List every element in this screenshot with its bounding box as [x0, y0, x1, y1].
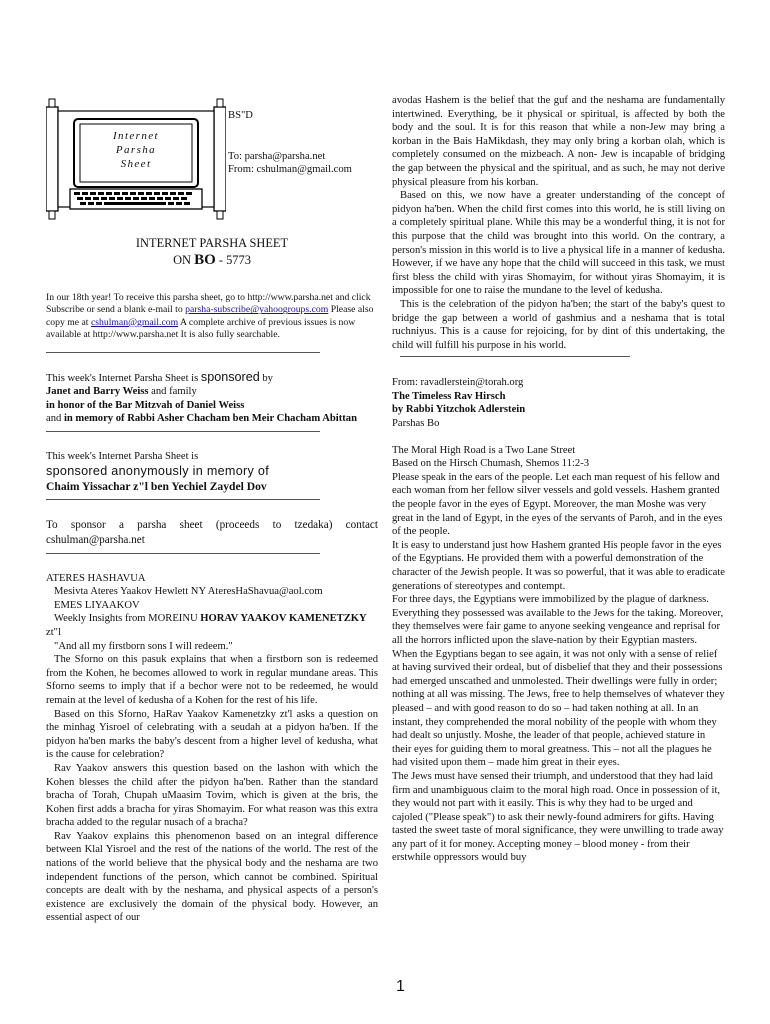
ateres-line1: Mesivta Ateres Yaakov Hewlett NY AteresHaShavua@aol.com — [54, 586, 323, 598]
logo-word-internet: Internet — [112, 130, 160, 142]
ateres-para4: Rav Yaakov explains this phenomenon based on an integral difference between Klal Yisroel and the rest of the nations of the world. The rest of the nations of the world believe that the physical body and the neshama are two independent functions of the person, which cannot be combined. Spiritual concepts are dealt with by the neshama, and physical aspects of a person's existence are exclusively the domain of the physical body. However, an essential aspect of our — [46, 830, 378, 924]
divider — [46, 352, 320, 353]
email-link[interactable]: cshulman@gmail.com — [90, 316, 179, 328]
sponsor1-honor: in honor of the Bar Mitzvah of Daniel Weiss — [46, 399, 245, 411]
divider — [400, 356, 630, 357]
sponsor1-memory: and in memory of Rabbi Asher Chacham ben Meir Chacham Abittan — [46, 413, 357, 425]
hirsch-title: The Timeless Rav Hirsch — [392, 390, 506, 402]
ateres-para2: Based on this Sforno, HaRav Yaakov Kamenetzky zt'l asks a question on the minhag Yisroel of celebrating with a seudah at a pidyon ha'ben. If the pidyon ha'ben marks the baby's descent from a higher level of kedusha, what is the cause for celebration? — [46, 708, 378, 761]
sponsor-contact: To sponsor a parsha sheet (proceeds to tzedaka) contact cshulman@parsha.net — [46, 518, 378, 546]
ateres-line3: Weekly Insights from MOREINU HORAV YAAKOV KAMENETZKY zt"l — [46, 613, 367, 638]
bsd-mark: BS"D — [228, 110, 253, 121]
sponsor2-name: Chaim Yissachar z"l ben Yechiel Zaydel Dov — [46, 479, 267, 493]
hirsch-p3: For three days, the Egyptians were immobilized by the plague of darkness. Everything they possessed was available to the Jews for the taking. Moreover, they themselves were fair game to anyone seeking vengeance and reprisal for all the horrors inflicted upon the slave-nation by their Egyptian masters. — [392, 594, 724, 646]
ateres-heading: ATERES HASHAVUA — [46, 572, 146, 584]
hirsch-p1: Please speak in the ears of the people. Let each man request of his fellow and each woman from her fellow silver vessels and gold vessels. Hashem granted the people favor in the eyes of Egypt. Moreover, the man Moshe was very great in the land of Egypt, in the eyes of the servants of Paroh, and in the eyes of the people. — [392, 471, 723, 538]
ateres-para1: The Sforno on this pasuk explains that when a firstborn son is redeemed from the Kohen, he becomes allowed to work in regular mundane areas. This Sforno seems to imply that if a bechor were not to be redeemed, he would remain at the level of kedusha of a Kohen for the rest of his life. — [46, 654, 378, 706]
from-address: From: cshulman@gmail.com — [228, 164, 352, 175]
page-number: 1 — [396, 978, 405, 995]
title-parsha-line — [46, 252, 378, 269]
hirsch-from: From: ravadlerstein@torah.org — [392, 377, 524, 389]
title-on: ON — [173, 253, 191, 267]
hirsch-p2: It is easy to understand just how Hashem granted His people favor in the eyes of the Egyptians. He provided them with a powerful demonstration of the character of the Jewish people. It was so powerful, that it was able to eradicate generations of stereotypes and contempt. — [392, 539, 725, 592]
intro-text: In our 18th year! To receive this parsha sheet, go to http://www.parsha.net and click Subscribe or send a blank e-mail to parsha-subscribe@yahoogroups.com Please also copy me at cshulman@gmail.com A complete archive of previous issues is now available at http://www.parsha.net It is also fully searchable. — [46, 292, 374, 341]
ateres-line2: EMES LIYAAKOV — [54, 599, 140, 611]
hirsch-author: by Rabbi Yitzchok Adlerstein — [392, 404, 526, 416]
hirsch-parsha: Parshas Bo — [392, 418, 440, 430]
title-line: INTERNET PARSHA SHEET — [135, 236, 289, 250]
sponsor2-anon: sponsored anonymously in memory of — [46, 463, 269, 478]
sponsor2-line: This week's Internet Parsha Sheet is — [46, 451, 199, 462]
hirsch-subtitle: The Moral High Road is a Two Lane Street — [392, 444, 576, 456]
left-column — [46, 95, 378, 925]
logo-word-sheet: Sheet — [120, 158, 152, 170]
ateres-para3: Rav Yaakov answers this question based on the lashon with which the Kohen blesses the child after the pidyon ha'ben. Rather than the standard bracha of Torah, Chupah uMaasim Tovim, which is given at the bris, the Kohen first adds a bracha for yiras Shomayim. For what reason was this extra bracha added to the regular nusach of a bracha? — [46, 762, 378, 829]
subscribe-link[interactable]: parsha-subscribe@yahoogroups.com — [185, 304, 329, 316]
hirsch-source: Based on the Hirsch Chumash, Shemos 11:2-3 — [392, 458, 590, 470]
ateres-right2: Based on this, we now have a greater understanding of the concept of pidyon ha'ben. When the child first comes into this world, he is still living on a completely spiritual plane. While this may be a wonderful thing, it is not for this purpose that the child was brought into this world. On the contrary, a person's mission in this world is to live a physical life in a manner of kedusha. However, if we have any hope that the child will succeed in this task, we must first bless the child with yiras Shomayim, for without yiras Shomayim, it is impossible for one to raise the mundane to the level of kedusha. — [392, 190, 725, 297]
to-address: To: parsha@parsha.net — [228, 151, 326, 162]
divider — [46, 431, 320, 432]
ateres-right3: This is the celebration of the pidyon ha'ben; the start of the baby's quest to bridge the gap between a world of gashmius and a neshama that is total ruchniyus. This is a cause for rejoicing, for by dint of this undertaking, the child will fulfill his purpose in his world. — [392, 298, 725, 351]
title-parsha: BO — [194, 252, 216, 268]
hirsch-p4: When the Egyptians began to see again, it was not only with a sense of relief at having survived their ordeal, but of disbelief that they and their possessions had emerged unscathed and unmolested. Their dwellings were fully in order; nothing at all was missing. The Jews, free to help themselves of whatever they pleased – and with good reason to do so – had taken nothing at all. In an instant, they comprehended the moral nobility of the people with whom they had dealt so unjustly. Moshe, the leader of that people, achieved stature in their eyes for guiding them to moral greatness. This – not all the plagues he had visited upon them – made him great in their eyes. — [392, 648, 725, 769]
page-title — [46, 235, 378, 269]
hirsch-p5: The Jews must have sensed their triumph, and understood that they had laid firm and unambiguous claim to the moral high road. Once in possession of it, they would not part with it easily. This is why they had to be urged and cajoled ("Please speak") to ask their newly-found admirers for gifts. Having tasted the sweet taste of moral significance, they were unwilling to trade away any part of it for money. Accepting money – blood money - from their erstwhile oppressors would buy — [392, 770, 724, 864]
masthead — [46, 95, 378, 268]
sponsor1-line: This week's Internet Parsha Sheet is sponsored by — [46, 369, 273, 384]
ateres-quote: "And all my firstborn sons I will redeem." — [54, 640, 233, 652]
logo-word-parsha: Parsha — [115, 144, 157, 156]
divider — [46, 553, 320, 554]
ateres-right1: avodas Hashem is the belief that the guf and the neshama are fundamentally intertwined. Everything, be it physical or spiritual, is affected by both the body and the soul. It is for this reason that while a non-Jew may bring a korban in the Bais HaMikdash, they may only bring a korban olah, which is completely consumed on the mizbeach. A non- Jew is incapable of bridging the gap between the physical and the spiritual, and as such, he may not derive physical pleasure from his korban. — [392, 95, 725, 188]
sponsor1-names: Janet and Barry Weiss and family — [46, 386, 197, 398]
right-column — [392, 94, 725, 865]
logo-text — [86, 129, 186, 171]
divider — [46, 499, 320, 500]
title-year: - 5773 — [218, 253, 251, 267]
